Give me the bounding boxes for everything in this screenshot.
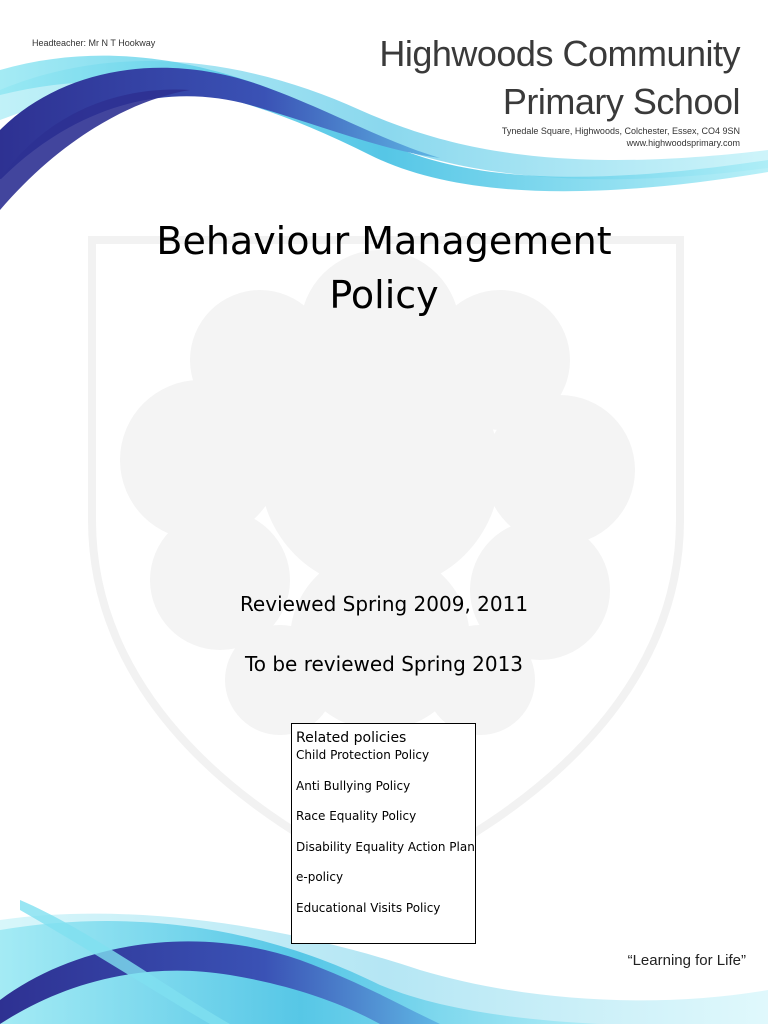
school-name-line1: Highwoods Community: [379, 33, 740, 74]
reviewed-text: Reviewed Spring 2009, 2011: [239, 592, 529, 616]
list-item: Anti Bullying Policy: [296, 778, 411, 793]
related-policies-box: [291, 723, 476, 944]
related-policies-heading: Related policies: [296, 730, 407, 746]
address-line: Tynedale Square, Highwoods, Colchester, Essex, CO4 9SN: [501, 126, 740, 136]
headteacher-text: Headteacher: Mr N T Hookway: [32, 38, 156, 48]
list-item: Educational Visits Policy: [296, 900, 441, 915]
school-motto: “Learning for Life”: [627, 952, 746, 969]
list-item: Child Protection Policy: [296, 748, 430, 762]
school-address: [502, 125, 740, 149]
list-item: e-policy: [296, 870, 344, 884]
related-policies-list: [296, 747, 475, 930]
list-item: Disability Equality Action Plan: [296, 839, 475, 854]
school-name: [379, 30, 740, 126]
website-link[interactable]: www.highwoodsprimary.com: [626, 138, 740, 148]
to-be-reviewed-text: To be reviewed Spring 2013: [244, 652, 524, 676]
page-title: [0, 214, 768, 322]
title-line1: Behaviour Management: [156, 219, 612, 263]
list-item: Race Equality Policy: [296, 809, 417, 823]
school-name-line2: Primary School: [502, 81, 740, 122]
title-line2: Policy: [329, 273, 439, 317]
